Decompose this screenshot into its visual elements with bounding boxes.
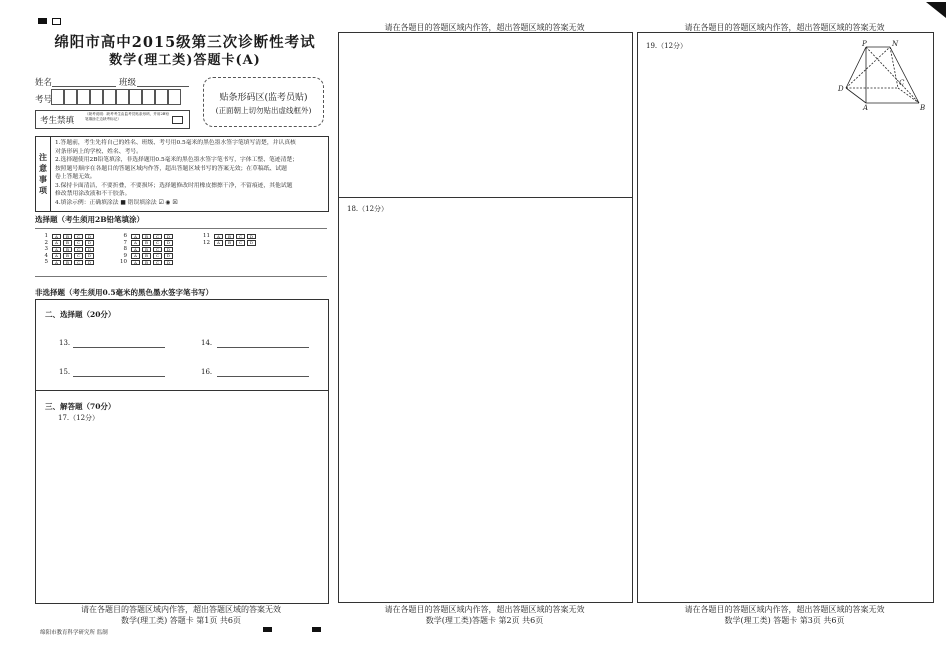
notice-line: 按照题号顺序在各题目的答题区域内作答，超出答题区域书写的答案无效；在草稿纸、试题 (55, 165, 287, 172)
mc-bubble-d[interactable]: D (85, 260, 94, 266)
mc-bubble-d[interactable]: D (85, 240, 94, 246)
mc-bubble-a[interactable]: A (131, 260, 140, 266)
mc-bubble-d[interactable]: D (85, 247, 94, 253)
q15-label: 15. (59, 368, 71, 376)
notice-side-char: 事 (39, 174, 47, 184)
id-boxes[interactable] (51, 89, 181, 107)
edge-pb (866, 47, 919, 103)
footer-warning-1: 请在各题目的答题区域内作答，超出答题区域的答案无效 (81, 605, 281, 614)
mc-question-number: 9 (123, 252, 127, 259)
edge-da (846, 88, 866, 103)
answer-area-q16-continued[interactable] (338, 32, 633, 200)
vertex-label-c: C (899, 79, 905, 87)
mc-bubble-b[interactable]: B (63, 247, 72, 253)
notice-line: 2.选择题使用2B铅笔填涂，非选择题用0.5毫米的黑色墨水签字笔书写，字体工整、笔迹清楚； (55, 157, 298, 163)
mc-question-number: 8 (123, 246, 127, 253)
mc-question-row (117, 253, 175, 260)
q14-answer-line[interactable] (217, 347, 309, 348)
notice-line: 3.保持卡面清洁，不要折叠，不要损坏；选择题修改时用橡皮擦擦干净，不留痕迹，其他试题 (55, 182, 293, 189)
footer-page-2: 数学(理工类)答题卡 第2页 共6页 (425, 616, 544, 625)
solve-title: 三、解答题（70分） (45, 402, 116, 411)
mc-question-number: 4 (44, 252, 48, 259)
corner-triangle-mark (926, 2, 946, 18)
edge-nc (890, 47, 898, 88)
alignment-mark (38, 18, 47, 24)
solve-section[interactable] (35, 390, 329, 604)
nonmc-header: 非选择题（考生须用0.5毫米的黑色墨水签字笔书写） (35, 288, 214, 297)
id-digit-box[interactable] (142, 89, 155, 105)
mc-question-number: 7 (123, 239, 127, 246)
mc-bubble-a[interactable]: A (52, 253, 61, 259)
mc-question-row (38, 240, 96, 247)
mc-bubble-a[interactable]: A (131, 234, 140, 240)
mc-bubble-c[interactable]: C (74, 234, 83, 240)
forbidden-box (35, 110, 190, 129)
mc-bubble-c[interactable]: C (74, 240, 83, 246)
barcode-title: 贴条形码区(监考员贴) (219, 93, 308, 103)
answer-area-q19[interactable] (637, 32, 934, 603)
top-warning-3: 请在各题目的答题区域内作答，超出答题区域的答案无效 (684, 23, 885, 32)
vertex-label-p: P (862, 40, 867, 48)
q13-label: 13. (59, 339, 71, 347)
class-field[interactable] (137, 86, 189, 87)
mc-question-number: 12 (203, 239, 210, 246)
forbidden-note-line: 标记） (110, 116, 121, 121)
id-digit-box[interactable] (64, 89, 77, 105)
mc-bubble-a[interactable]: A (52, 247, 61, 253)
mc-question-row (38, 233, 96, 240)
footer-warning-2: 请在各题目的答题区域内作答，超出答题区域的答案无效 (384, 605, 585, 614)
mc-bubble-a[interactable]: A (52, 240, 61, 246)
mc-bubble-c[interactable]: C (153, 247, 162, 253)
edge-cb (898, 88, 919, 103)
q14-label: 14. (201, 339, 213, 347)
mc-bubble-b[interactable]: B (142, 240, 151, 246)
barcode-note: (正面朝上切勿贴出虚线框外) (215, 106, 312, 115)
mc-bubble-a[interactable]: A (131, 253, 140, 259)
mc-question-row (117, 246, 175, 253)
notice-line: 对条形码上的学校、姓名、考号。 (55, 148, 142, 155)
edge-dp (846, 47, 866, 88)
barcode-area (203, 77, 324, 127)
alignment-mark (263, 627, 272, 632)
mc-question-number: 3 (44, 246, 48, 253)
notice-side-label (36, 137, 51, 211)
exam-title: 绵阳市高中2015级第三次诊断性考试 (54, 34, 316, 51)
mc-bubble-d[interactable]: D (247, 240, 256, 246)
id-digit-box[interactable] (116, 89, 129, 105)
forbidden-note-line: （缺考说明：缺考考生由监考员贴条形码，并用2B铅笔填涂左边缺考 (85, 112, 169, 121)
absent-mark-box[interactable] (172, 116, 183, 124)
mc-bubble-a[interactable]: A (131, 247, 140, 253)
id-digit-box[interactable] (155, 89, 168, 105)
mc-bubble-d[interactable]: D (164, 260, 173, 266)
mc-bubble-c[interactable]: C (153, 253, 162, 259)
answer-area-q18[interactable] (338, 197, 633, 603)
notice-side-char: 项 (39, 185, 47, 195)
mc-bubble-c[interactable]: C (236, 240, 245, 246)
mc-bubble-d[interactable]: D (247, 234, 256, 240)
notice-line: 1.答题前，考生先将自己的姓名、班级、考号用0.5毫米的黑色墨水签字笔填写清楚，并认真核 (55, 140, 296, 146)
mc-bubble-a[interactable]: A (52, 260, 61, 266)
mc-bubble-a[interactable]: A (52, 234, 61, 240)
subject-title: 数学(理工类)答题卡(A) (109, 53, 261, 68)
id-digit-box[interactable] (129, 89, 142, 105)
mc-question-number: 1 (44, 233, 48, 240)
mc-header: 选择题（考生须用2B铅笔填涂） (35, 215, 145, 224)
id-digit-box[interactable] (168, 89, 181, 105)
vertex-label-d: D (838, 85, 844, 93)
notice-side-char: 意 (39, 163, 47, 173)
mc-bubble-d[interactable]: D (164, 234, 173, 240)
footer-page-1: 数学(理工类) 答题卡 第1页 共6页 (120, 616, 242, 625)
mc-bubble-b[interactable]: B (225, 234, 234, 240)
q16-answer-line[interactable] (217, 376, 309, 377)
mc-bubble-b[interactable]: B (63, 253, 72, 259)
mc-question-row (200, 240, 258, 247)
mc-bubble-c[interactable]: C (153, 260, 162, 266)
mc-question-row (200, 233, 258, 240)
vertex-label-a: A (863, 104, 869, 111)
mc-bubble-b[interactable]: B (142, 247, 151, 253)
mc-bubble-c[interactable]: C (74, 253, 83, 259)
mc-question-number: 11 (203, 233, 210, 240)
edge-dn (846, 47, 890, 88)
id-label: 考号 (35, 95, 53, 105)
fill-in-title: 二、选择题（20分） (45, 310, 116, 319)
mc-group-1 (38, 233, 96, 266)
mc-question-number: 5 (44, 259, 48, 266)
mc-question-number: 6 (123, 233, 127, 240)
q18-label: 18.（12分） (347, 205, 389, 213)
fill-in-section (35, 299, 329, 393)
q15-answer-line[interactable] (73, 376, 165, 377)
notice-text (55, 139, 298, 207)
mc-bubble-d[interactable]: D (164, 240, 173, 246)
mc-bubble-a[interactable]: A (131, 240, 140, 246)
q17-label: 17.（12分） (58, 414, 100, 422)
mc-bubble-b[interactable]: B (142, 260, 151, 266)
mc-group-3 (200, 233, 258, 246)
name-label: 姓名 (35, 78, 53, 88)
q16-label: 16. (201, 368, 213, 376)
forbidden-label: 考生禁填 (40, 116, 75, 126)
mc-bubble-d[interactable]: D (85, 253, 94, 259)
footer-page-3: 数学(理工类) 答题卡 第3页 共6页 (724, 616, 845, 625)
edge-nb (890, 47, 919, 103)
alignment-mark-outline (52, 18, 61, 25)
mc-bubble-b[interactable]: B (142, 253, 151, 259)
notice-line: 修改禁用涂改液和不干胶条。 (55, 191, 131, 197)
mc-question-row (117, 233, 175, 240)
notice-side-char: 注 (39, 152, 47, 162)
mc-bubble-c[interactable]: C (153, 234, 162, 240)
name-field[interactable] (52, 86, 116, 87)
mc-bubble-b[interactable]: B (142, 234, 151, 240)
forbidden-note (85, 112, 169, 121)
mc-bubble-a[interactable]: A (214, 240, 223, 246)
class-label: 班级 (119, 78, 137, 88)
footer-org: 绵阳市教育科学研究所 监制 (40, 630, 108, 636)
mc-bubble-c[interactable]: C (236, 234, 245, 240)
mc-bubble-d[interactable]: D (164, 253, 173, 259)
mc-question-row (38, 253, 96, 260)
mc-question-row (117, 240, 175, 247)
mc-group-2 (117, 233, 175, 266)
id-digit-box[interactable] (51, 89, 64, 105)
id-digit-box[interactable] (90, 89, 103, 105)
mc-question-number: 10 (120, 259, 127, 266)
mc-bubble-b[interactable]: B (63, 260, 72, 266)
mc-bubble-b[interactable]: B (63, 234, 72, 240)
q19-label: 19.（12分） (646, 42, 688, 50)
vertex-label-n: N (892, 40, 899, 48)
mc-question-number: 2 (44, 239, 48, 246)
mc-bubble-c[interactable]: C (74, 260, 83, 266)
mc-bubble-c[interactable]: C (153, 240, 162, 246)
id-digit-box[interactable] (103, 89, 116, 105)
mc-bubble-a[interactable]: A (214, 234, 223, 240)
mc-bubble-b[interactable]: B (225, 240, 234, 246)
mc-question-row (117, 259, 175, 266)
mc-bubble-d[interactable]: D (85, 234, 94, 240)
mc-bubble-d[interactable]: D (164, 247, 173, 253)
q13-answer-line[interactable] (73, 347, 165, 348)
geometry-figure (835, 39, 930, 111)
mc-bubble-b[interactable]: B (63, 240, 72, 246)
top-warning-2: 请在各题目的答题区域内作答，超出答题区域的答案无效 (384, 23, 585, 32)
vertex-label-b: B (920, 104, 926, 111)
mc-question-row (38, 259, 96, 266)
notice-line: 4.填涂示例：正确填涂法 ■ 错误填涂法 ☑ ◉ ☒ (55, 199, 178, 206)
notice-box (35, 136, 329, 212)
alignment-mark (312, 627, 321, 632)
notice-line: 卷上答题无效。 (55, 174, 96, 180)
mc-bubble-c[interactable]: C (74, 247, 83, 253)
footer-warning-3: 请在各题目的答题区域内作答，超出答题区域的答案无效 (684, 605, 885, 614)
mc-question-row (38, 246, 96, 253)
id-digit-box[interactable] (77, 89, 90, 105)
